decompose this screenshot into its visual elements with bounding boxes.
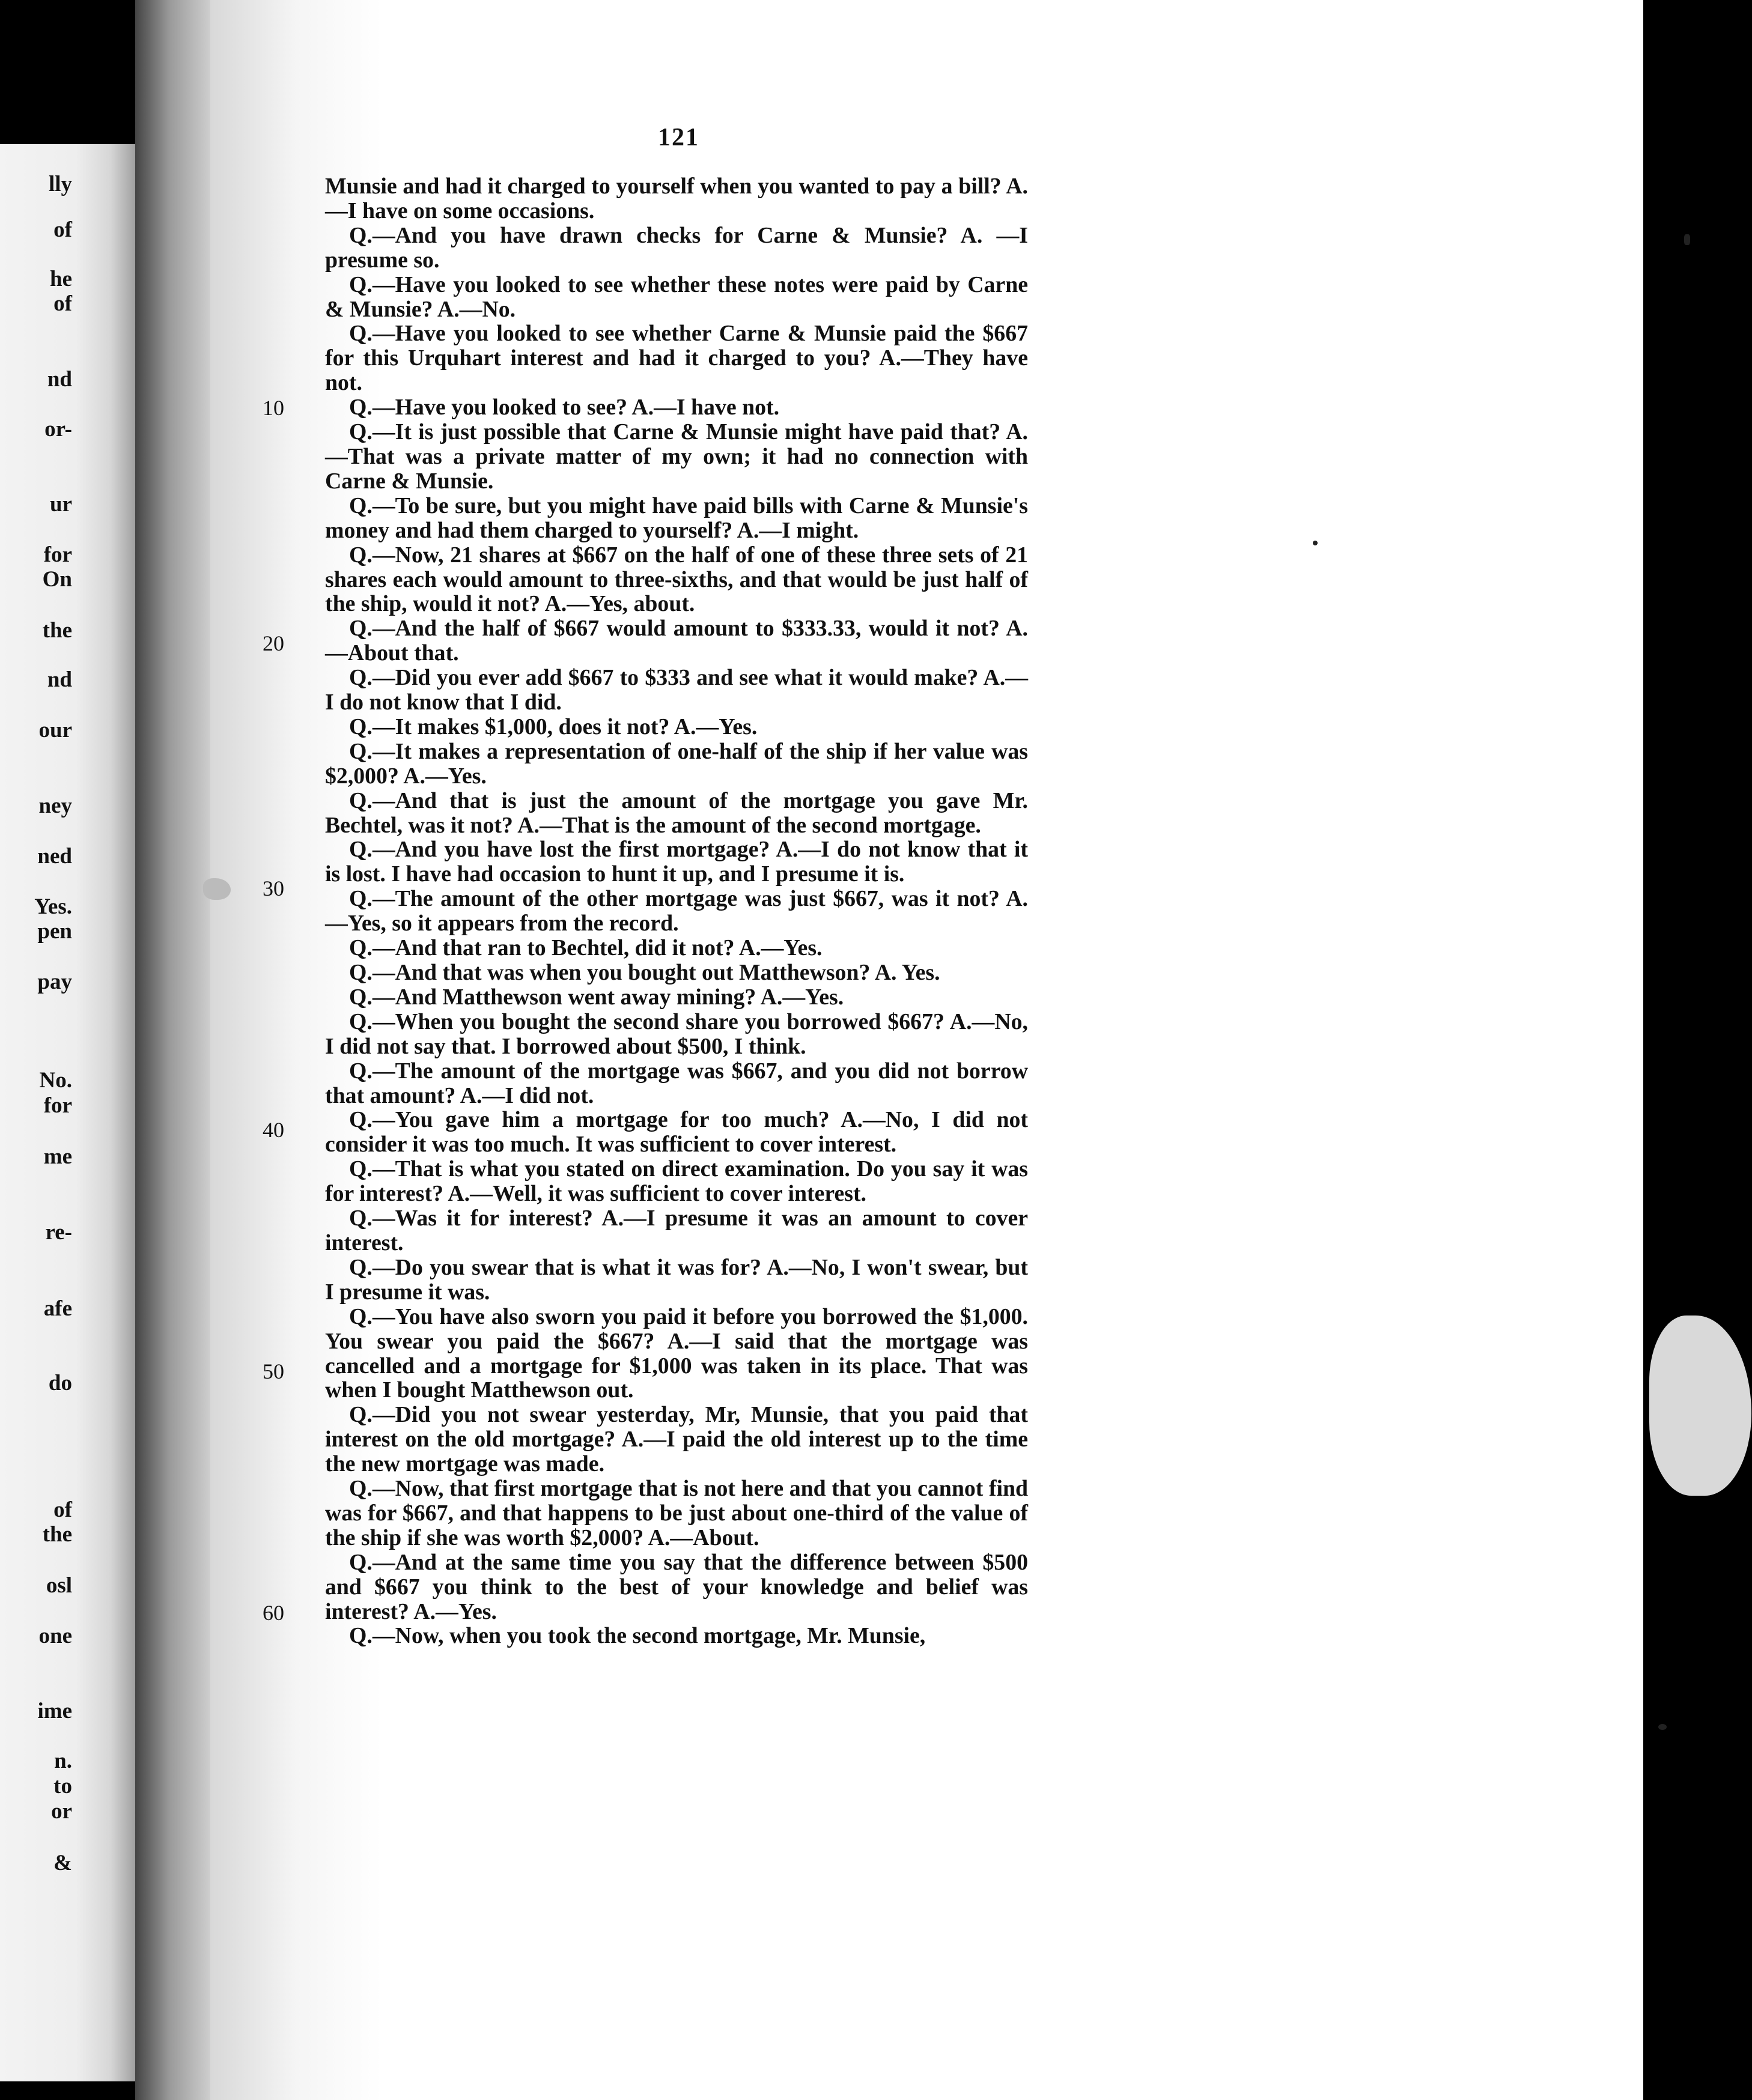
facing-page-fragment: re- [45, 1220, 72, 1245]
facing-page-fragment: & [53, 1851, 72, 1875]
transcript-paragraph: Q.—It is just possible that Carne & Munsie might have paid that? A.—That was a private matter of my own; it had no connection with Carne & Munsie. [325, 419, 1028, 494]
facing-page-fragment: n. [54, 1749, 72, 1773]
transcript-paragraph: Q.—Now, when you took the second mortgage, Mr. Munsie, [349, 1623, 926, 1649]
transcript-paragraph: Q.—It makes $1,000, does it not? A.—Yes. [349, 714, 758, 739]
page-number: 121 [658, 124, 699, 151]
transcript-paragraph: Q.—And you have drawn checks for Carne & Munsie? A. —I presume so. [325, 222, 1028, 273]
facing-page-fragment: the [42, 618, 72, 643]
transcript-paragraph: Q.—And that ran to Bechtel, did it not? A.—Yes. [349, 935, 823, 961]
line-number: 60 [263, 1601, 284, 1625]
scan-border-right [1643, 0, 1752, 2100]
facing-page-fragment: nd [47, 367, 72, 392]
transcript-paragraph: Q.—The amount of the other mortgage was just $667, was it not? A.—Yes, so it appears from the record. [325, 886, 1028, 936]
transcript-paragraph: Q.—Now, 21 shares at $667 on the half of one of these three sets of 21 shares each would amount to three-sixths, and that would be just half of the ship, would it not? A.—Yes, about. [325, 542, 1028, 617]
line-number: 40 [263, 1118, 284, 1142]
transcript-paragraph: Q.—That is what you stated on direct examination. Do you say it was for interest? A.—Well, it was sufficient to cover interest. [325, 1156, 1028, 1207]
transcript-paragraph: Q.—And you have lost the first mortgage? A.—I do not know that it is lost. I have had occasion to hunt it up, and I presume it is. [325, 837, 1028, 887]
line-number: 10 [263, 396, 284, 420]
facing-page-fragment: No. [39, 1068, 72, 1093]
transcript-paragraph: Q.—And the half of $667 would amount to $333.33, would it not? A.—About that. [325, 616, 1028, 666]
facing-page-fragment: to [53, 1774, 72, 1798]
page-speck [1658, 1724, 1667, 1730]
facing-page-fragment: one [38, 1624, 72, 1648]
facing-page-fragment: Yes. [34, 894, 72, 919]
facing-page-fragment: ime [37, 1699, 72, 1723]
transcript-paragraph: Q.—Was it for interest? A.—I presume it was an amount to cover interest. [325, 1206, 1028, 1255]
facing-page-fragment: pen [37, 919, 72, 944]
facing-page-fragment: of [53, 291, 72, 316]
facing-page-fragment: for [43, 542, 72, 567]
transcript-paragraph: Q.—You have also sworn you paid it before you borrowed the $1,000. You swear you paid the $667? A.—I said that the mortgage was cancelled and a mortgage for $1,000 was taken in its place. That was when I bought Matthewson out. [325, 1303, 1028, 1403]
facing-page-fragment: lly [48, 172, 72, 196]
transcript-paragraph: Munsie and had it charged to yourself when you wanted to pay a bill? A.—I have on some occasions. [325, 174, 1028, 223]
transcript-paragraph: Q.—To be sure, but you might have paid bills with Carne & Munsie's money and had them charged to yourself? A.—I might. [325, 493, 1028, 543]
facing-page-fragment: ur [50, 492, 72, 517]
facing-page-fragment: On [42, 567, 72, 592]
page-speck [1313, 541, 1318, 545]
facing-page-fragment: of [53, 217, 72, 242]
line-number: 20 [263, 631, 284, 655]
facing-page-fragment: he [50, 267, 72, 291]
facing-page-fragment: osl [46, 1573, 72, 1598]
transcript-paragraph: Q.—Have you looked to see whether these notes were paid by Carne & Munsie? A.—No. [325, 272, 1028, 322]
transcript-paragraph: Q.—Do you swear that is what it was for? A.—No, I won't swear, but I presume it was. [325, 1254, 1028, 1305]
transcript-body [325, 174, 1028, 1648]
line-number: 30 [263, 876, 284, 900]
facing-page-fragment: me [43, 1144, 72, 1169]
transcript-paragraph: Q.—The amount of the mortgage was $667, and you did not borrow that amount? A.—I did not. [325, 1058, 1028, 1108]
transcript-paragraph: Q.—And that was when you bought out Matthewson? A. Yes. [349, 960, 940, 985]
transcript-paragraph: Q.—Now, that first mortgage that is not here and that you cannot find was for $667, and that happens to be just about one-third of the value of the ship if she was worth $2,000? A.—About. [325, 1476, 1028, 1550]
transcript-paragraph: Q.—And that is just the amount of the mortgage you gave Mr. Bechtel, was it not? A.—That is the amount of the second mortgage. [325, 788, 1028, 838]
transcript-paragraph: Q.—When you bought the second share you borrowed $667? A.—No, I did not say that. I borrowed about $500, I think. [325, 1009, 1028, 1059]
line-number: 50 [263, 1359, 284, 1383]
page-blemish [203, 878, 231, 900]
transcript-paragraph: Q.—Have you looked to see whether Carne & Munsie paid the $667 for this Urquhart interest and had it charged to you? A.—They have not. [325, 321, 1028, 396]
facing-page-fragment: nd [47, 667, 72, 692]
facing-page-fragment: our [38, 718, 72, 742]
facing-page-fragment: do [48, 1371, 72, 1395]
facing-page-fragment: or- [44, 417, 72, 442]
facing-page-fragment: or [51, 1799, 72, 1824]
facing-page-fragment: of [53, 1498, 72, 1522]
transcript-paragraph: Q.—You gave him a mortgage for too much? A.—No, I did not consider it was too much. It was sufficient to cover interest. [325, 1107, 1028, 1158]
transcript-paragraph: Q.—It makes a representation of one-half of the ship if her value was $2,000? A.—Yes. [325, 738, 1028, 789]
transcript-paragraph: Q.—And at the same time you say that the difference between $500 and $667 you think to the best of your knowledge and belief was interest? A.—Yes. [325, 1549, 1028, 1624]
facing-page-fragment: ney [38, 794, 72, 818]
transcript-paragraph: Q.—And Matthewson went away mining? A.—Yes. [349, 984, 844, 1010]
facing-page-edge [0, 144, 138, 2081]
facing-page-fragment: pay [37, 970, 72, 994]
page-speck [1684, 234, 1690, 245]
transcript-paragraph: Q.—Have you looked to see? A.—I have not. [349, 395, 780, 420]
facing-page-fragment: ned [37, 844, 72, 869]
facing-page-fragment: for [43, 1093, 72, 1118]
transcript-paragraph: Q.—Did you not swear yesterday, Mr, Munsie, that you paid that interest on the old mortgage? A.—I paid the old interest up to the time the new mortgage was made. [325, 1402, 1028, 1477]
facing-page-fragment: the [42, 1522, 72, 1547]
transcript-paragraph: Q.—Did you ever add $667 to $333 and see what it would make? A.—I do not know that I did. [325, 665, 1028, 715]
facing-page-fragment: afe [43, 1296, 72, 1321]
